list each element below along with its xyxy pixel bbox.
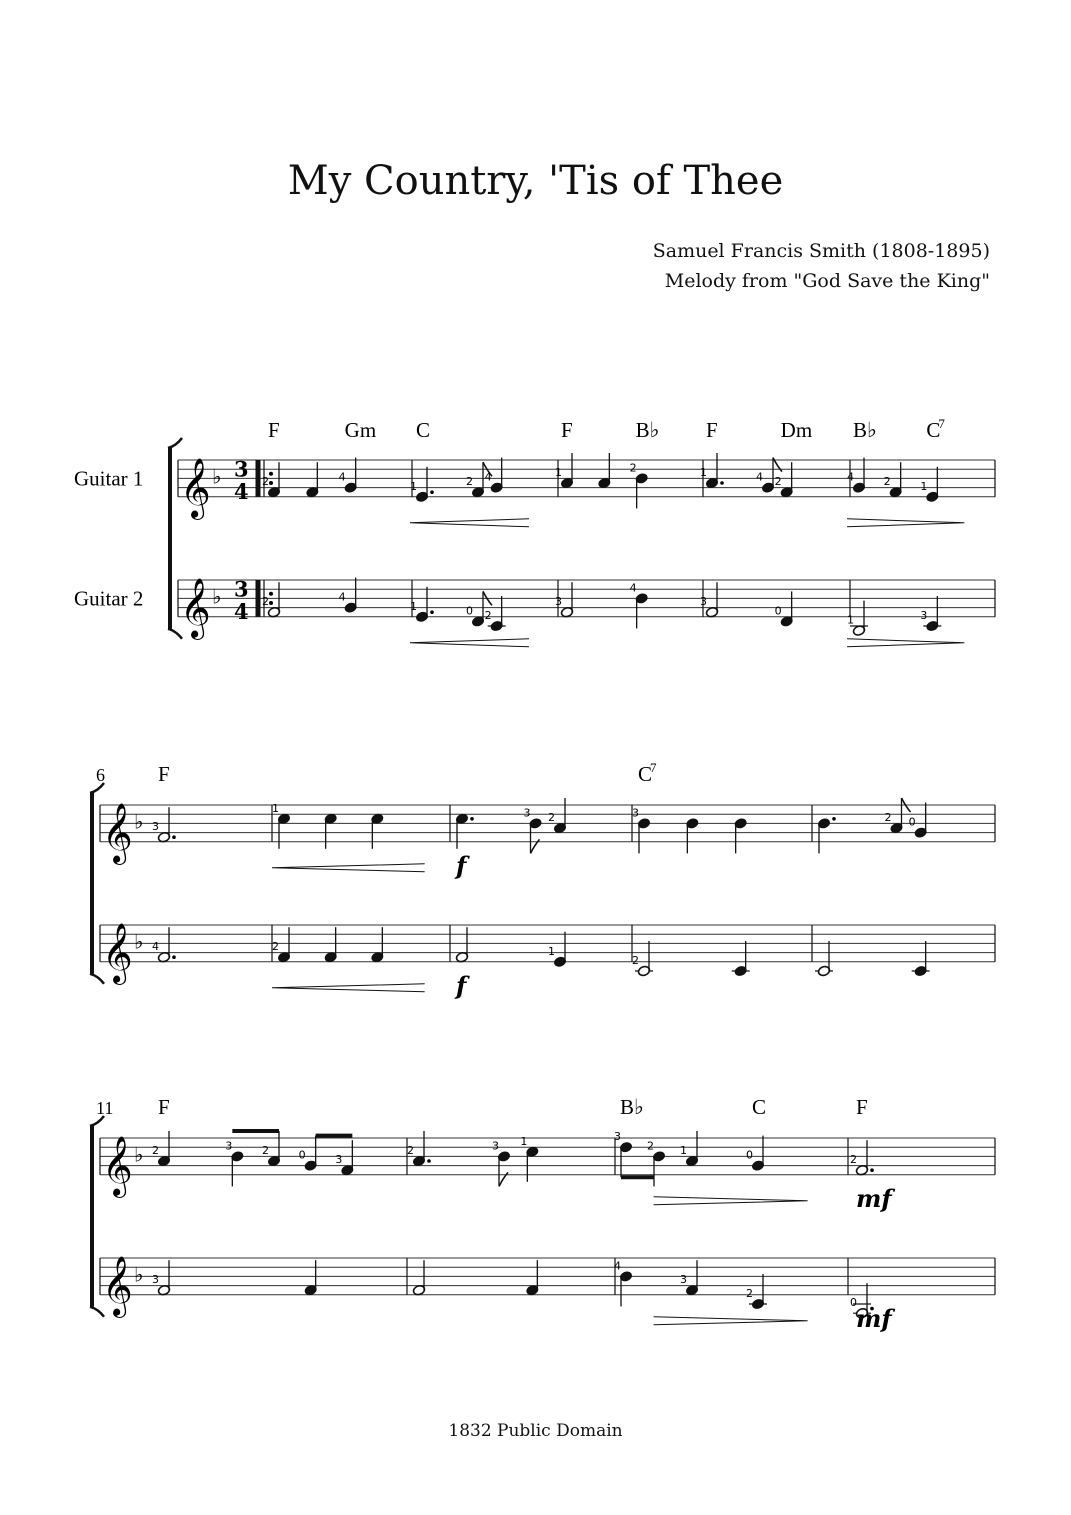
diminuendo-hairpin	[654, 1317, 808, 1325]
chord-symbol: F	[158, 1095, 170, 1119]
repeat-dot	[269, 472, 273, 476]
fingering-number: 2	[884, 811, 892, 824]
chord-symbol: F	[706, 418, 718, 442]
treble-clef-icon: 𝄞	[102, 1255, 133, 1316]
fingering-number: 1	[680, 1144, 687, 1157]
copyright-footer: 1832 Public Domain	[448, 1421, 623, 1441]
chord-symbol: F	[856, 1095, 868, 1119]
fingering-number: 3	[492, 1139, 499, 1153]
measure-number: 11	[96, 1098, 114, 1118]
melody-source-line: Melody from "God Save the King"	[664, 270, 990, 292]
fingering-number: 1	[555, 466, 562, 479]
fingering-number: 4	[756, 470, 763, 484]
chord-symbol: B♭	[620, 1095, 644, 1119]
time-signature-top: 3	[234, 456, 249, 482]
fingering-number: 3	[614, 1130, 621, 1144]
flat-key-signature-icon: ♭	[134, 809, 144, 834]
flat-key-signature-icon: ♭	[134, 1262, 144, 1287]
fingering-number: 4	[629, 581, 637, 595]
fingering-number: 2	[272, 940, 279, 954]
fingering-number: 4	[614, 1259, 621, 1273]
treble-clef-icon: 𝄞	[102, 922, 133, 983]
fingering-number: 3	[152, 1273, 159, 1287]
composer-line: Samuel Francis Smith (1808-1895)	[652, 240, 990, 262]
fingering-number: 0	[298, 1148, 306, 1162]
augmentation-dot	[720, 481, 724, 485]
time-signature-top: 3	[234, 576, 249, 602]
diminuendo-hairpin	[847, 519, 964, 527]
chord-symbol: F	[268, 418, 280, 442]
treble-clef-icon: 𝄞	[180, 577, 211, 638]
measure-number: 6	[96, 765, 105, 785]
time-signature-bottom: 4	[234, 598, 249, 624]
fingering-number: 2	[152, 1144, 159, 1157]
instrument-name: Guitar 2	[74, 586, 144, 611]
fingering-number: 4	[847, 470, 854, 484]
fingering-number: 1	[847, 613, 854, 627]
fingering-number: 2	[774, 475, 782, 489]
fingering-number: 1	[520, 1134, 528, 1148]
fingering-number: 2	[262, 595, 269, 609]
fingering-number: 0	[466, 604, 473, 618]
diminuendo-hairpin	[654, 1197, 808, 1205]
crescendo-hairpin	[410, 639, 529, 647]
treble-clef-icon: 𝄞	[102, 1135, 133, 1196]
instrument-name: Guitar 1	[74, 466, 144, 491]
fingering-number: 0	[746, 1148, 753, 1162]
dynamic-marking: mf	[856, 1303, 892, 1333]
fingering-number: 2	[883, 475, 891, 489]
fingering-number: 3	[523, 806, 531, 820]
fingering-number: 4	[338, 470, 346, 484]
fingering-number: 3	[700, 595, 707, 609]
dynamic-marking: f	[456, 850, 467, 880]
bracket-top-hook	[168, 438, 182, 448]
augmentation-dot	[870, 1168, 874, 1172]
fingering-number: 4	[484, 470, 492, 484]
fingering-number: 2	[407, 1144, 414, 1157]
fingering-number: 1	[920, 479, 928, 493]
fingering-number: 1	[410, 479, 417, 493]
repeat-dot	[269, 481, 273, 485]
flat-key-signature-icon: ♭	[134, 929, 144, 954]
flat-key-signature-icon: ♭	[134, 1142, 144, 1167]
chord-symbol: Gm	[344, 418, 377, 442]
fingering-number: 0	[908, 815, 916, 829]
repeat-dot	[269, 592, 273, 596]
fingering-number: 4	[152, 940, 159, 954]
fingering-number: 2	[484, 609, 492, 622]
crescendo-hairpin	[272, 984, 425, 992]
augmentation-dot	[430, 610, 434, 614]
fingering-number: 2	[466, 475, 473, 489]
chord-superscript: 7	[650, 760, 657, 775]
fingering-number: 2	[647, 1139, 654, 1153]
fingering-number: 1	[700, 466, 707, 479]
flat-key-signature-icon: ♭	[212, 464, 222, 489]
chord-symbol: Dm	[780, 418, 813, 442]
fingering-number: 3	[632, 806, 639, 820]
score-title: My Country, 'Tis of Thee	[287, 158, 784, 204]
fingering-number: 2	[629, 461, 637, 475]
fingering-number: 1	[272, 801, 279, 815]
treble-clef-icon: 𝄞	[180, 457, 211, 518]
time-signature-bottom: 4	[234, 478, 249, 504]
fingering-number: 3	[680, 1273, 687, 1287]
chord-symbol: C	[752, 1095, 767, 1119]
fingering-number: 3	[335, 1153, 343, 1167]
crescendo-hairpin	[410, 519, 529, 527]
chord-symbol: C	[416, 418, 431, 442]
augmentation-dot	[832, 817, 836, 821]
chord-symbol: B♭	[853, 418, 877, 442]
dynamic-marking: mf	[856, 1183, 892, 1213]
chord-symbol: B♭	[635, 418, 660, 442]
repeat-dot	[269, 601, 273, 605]
fingering-number: 3	[152, 820, 159, 834]
chord-symbol: C	[638, 762, 653, 786]
diminuendo-hairpin	[847, 639, 964, 647]
fingering-number: 0	[774, 604, 782, 618]
crescendo-hairpin	[272, 864, 425, 872]
fingering-number: 0	[850, 1296, 857, 1310]
fingering-number: 1	[410, 599, 417, 613]
fingering-number: 3	[555, 595, 562, 609]
fingering-number: 1	[548, 944, 555, 958]
fingering-number: 2	[632, 954, 639, 967]
fingering-number: 2	[262, 475, 269, 489]
augmentation-dot	[427, 1159, 431, 1163]
fingering-number: 3	[225, 1139, 233, 1153]
chord-symbol: F	[561, 418, 573, 442]
fingering-number: 4	[338, 590, 346, 604]
augmentation-dot	[430, 490, 434, 494]
flat-key-signature-icon: ♭	[212, 584, 222, 609]
augmentation-dot	[172, 835, 176, 839]
fingering-number: 2	[746, 1287, 753, 1300]
chord-symbol: C	[926, 418, 941, 442]
chord-symbol: F	[158, 762, 170, 786]
treble-clef-icon: 𝄞	[102, 802, 133, 863]
augmentation-dot	[470, 817, 474, 821]
fingering-number: 2	[850, 1153, 857, 1167]
fingering-number: 3	[920, 609, 928, 622]
fingering-number: 2	[262, 1144, 269, 1157]
augmentation-dot	[172, 955, 176, 959]
fingering-number: 2	[548, 811, 555, 824]
chord-superscript: 7	[938, 416, 945, 431]
dynamic-marking: f	[456, 970, 467, 1000]
